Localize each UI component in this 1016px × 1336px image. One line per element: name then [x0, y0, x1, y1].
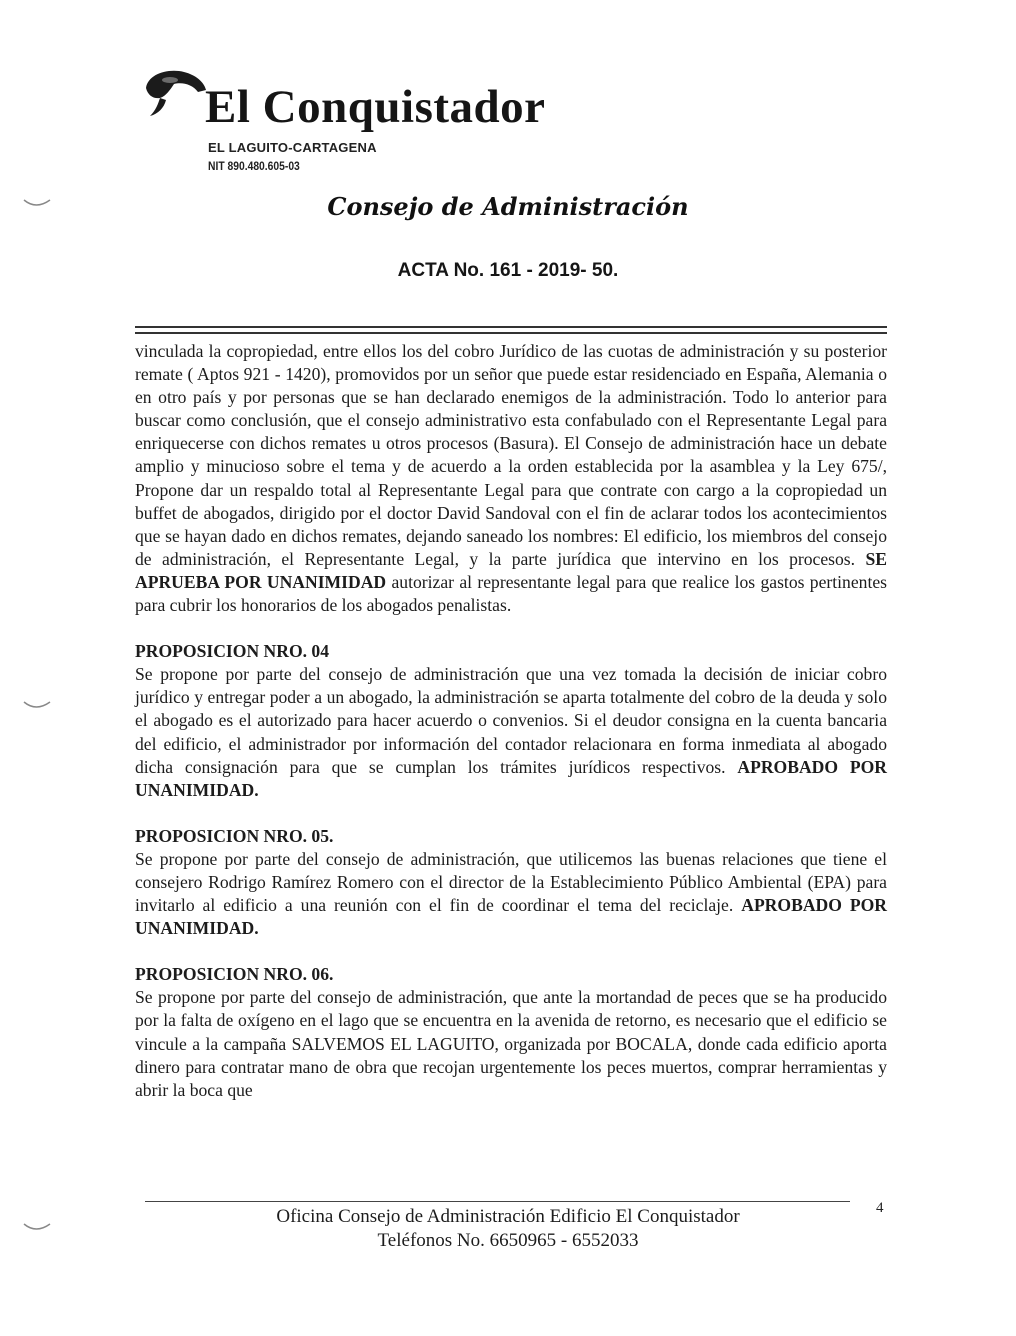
brand-name: El Conquistador	[205, 81, 546, 133]
footer-rule	[145, 1201, 850, 1202]
page-number: 4	[876, 1200, 884, 1216]
paragraph-tail: autorizar al representante legal para que realice los gastos pertinentes para cubrir los honorarios de los abogados penalistas.	[135, 571, 887, 616]
proposition-heading: PROPOSICION NRO. 05.	[135, 825, 334, 846]
paragraph-text: vinculada la copropiedad, entre ellos los del cobro Jurídico de las cuotas de administración y su posterior remate ( Aptos 921 - 1420), promovidos por un señor que puede estar residenciado en España, Alemania o en otro país y por personas que se han declarado enemigos de la administración. Todo lo anterior para buscar como conclusión, que el consejo administrativo esta confabulado con el Representante Legal para enriquecerse con dichos remates u otros procesos (Basura). El Consejo de administración hace un debate amplio y minucioso sobre el tema y de acuerdo a la orden establecida por la asamblea y la Ley 675/, Propone dar un respaldo total al Representante Legal para que contrate con cargo a la copropiedad un buffet de abogados, dirigido por el doctor David Sandoval con el fin de aclarar todos los acontecimientos que se hayan dado en dichos remates, dejando saneado los nombres: El edificio, los miembros del consejo de administración, el Representante Legal, y la parte jurídica que intervino en los procesos.	[135, 341, 887, 569]
punch-hole-mark	[22, 1220, 52, 1234]
acta-number: ACTA No. 161 - 2019- 50.	[397, 260, 619, 281]
proposition-heading: PROPOSICION NRO. 04	[135, 641, 330, 662]
document-body	[135, 340, 887, 1102]
header-double-rule	[135, 326, 887, 334]
paragraph-continuation	[135, 340, 887, 617]
footer-office: Oficina Consejo de Administración Edificio El Conquistador	[276, 1206, 740, 1227]
council-title: Consejo de Administración	[327, 192, 689, 221]
proposition-text: Se propone por parte del consejo de administración, que utilicemos las buenas relaciones que tiene el consejero Rodrigo Ramírez Romero con el director de la Establecimiento Público Ambiental (EPA) para invitarlo al edificio a una reunión con el fin de coordinar el tema del reciclaje.	[135, 848, 887, 916]
approval-statement: APROBADO POR UNANIMIDAD.	[135, 756, 888, 800]
proposition-06	[135, 963, 887, 1102]
punch-hole-mark	[22, 698, 52, 712]
proposition-05	[135, 825, 887, 940]
punch-hole-mark	[22, 196, 52, 210]
proposition-04	[135, 640, 887, 802]
footer-phones: Teléfonos No. 6650965 - 6552033	[377, 1230, 639, 1251]
nit-number: NIT 890.480.605-03	[208, 159, 300, 173]
approval-statement: APROBADO POR UNANIMIDAD.	[135, 895, 887, 939]
location-subtitle: EL LAGUITO-CARTAGENA	[208, 140, 377, 155]
proposition-text: Se propone por parte del consejo de administración, que ante la mortandad de peces que se ha producido por la falta de oxígeno en el lago que se encuentra en la avenida de retorno, es necesario que el edificio se vincule a la campaña SALVEMOS EL LAGUITO, organizada por BOCALA, donde cada edificio aporta dinero para contratar mano de obra que recojan urgentemente los peces muertos, comprar herramientas y abrir la boca que	[135, 987, 887, 1100]
proposition-text: Se propone por parte del consejo de administración que una vez tomada la decisión de iniciar cobro jurídico y entregar poder a un abogado, la administración se aparta totalmente del cobro de la deuda y solo el abogado es el autorizado para hacer acuerdo o convenios. Si el deudor consigna en la cuenta bancaria del edificio, el administrador por información del contador relacionara en forma inmediata al abogado dicha consignación para que se cumplan los trámites jurídicos respectivos.	[135, 664, 887, 777]
approval-statement: SE APRUEBA POR UNANIMIDAD	[135, 548, 887, 592]
helmet-logo-icon	[140, 66, 208, 118]
proposition-heading: PROPOSICION NRO. 06.	[135, 964, 334, 985]
